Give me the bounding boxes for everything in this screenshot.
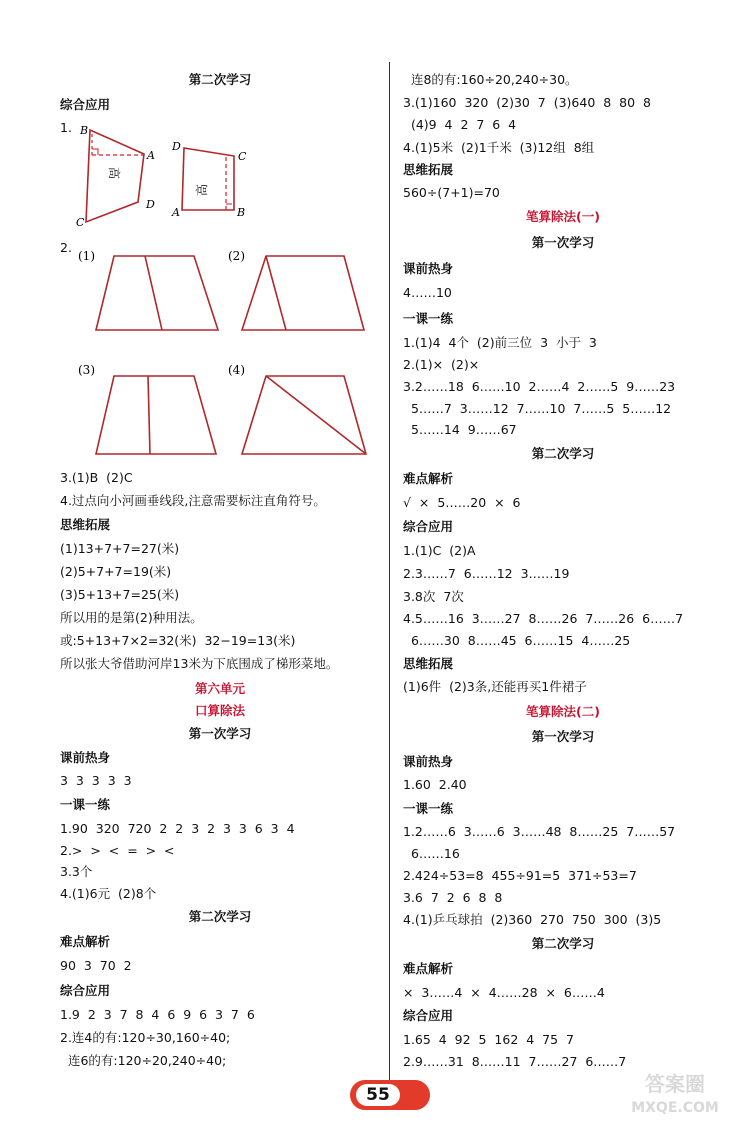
subheading-apply: 综合应用: [403, 1008, 454, 1023]
heading-first-study: 第一次学习: [188, 726, 252, 741]
answer-line: 2.3……7 6……12 3……19: [403, 566, 570, 581]
trapezoid-d: [242, 376, 366, 454]
question-2-label: 2.: [60, 240, 72, 255]
answer-line: 90 3 70 2: [60, 958, 132, 973]
answer-line: 3.6 7 2 6 8 8: [403, 890, 503, 905]
answer-line: 1.60 2.40: [403, 777, 467, 792]
trapezoid-c: [96, 376, 216, 454]
answer-line: 4……10: [403, 285, 452, 300]
answer-line: 560÷(7+1)=70: [403, 185, 500, 200]
right-angle-mark-1: [92, 149, 98, 155]
answer-line: 3.3个: [60, 864, 93, 879]
answer-line: 1.(1)C (2)A: [403, 543, 476, 558]
division-line-a: [145, 256, 162, 330]
answer-line: 连6的有:120÷20,240÷40;: [60, 1053, 227, 1068]
watermark-text: 答案圈: [645, 1072, 705, 1096]
division-line-d: [266, 376, 366, 454]
page-number: 55: [356, 1084, 400, 1106]
answer-line: 1.90 320 720 2 2 3 2 3 3 6 3 4: [60, 821, 295, 836]
subheading-apply: 综合应用: [60, 97, 111, 112]
answer-line: 3 3 3 3 3: [60, 773, 132, 788]
answer-line: 2.> > < = > <: [60, 843, 175, 858]
unit-title: 第六单元: [194, 681, 245, 696]
division-line-c: [148, 376, 150, 454]
answer-line: 1.65 4 92 5 162 4 75 7: [403, 1032, 574, 1047]
subheading-practice: 一课一练: [403, 311, 454, 326]
answer-line: 4.(1)乒乓球拍 (2)360 270 750 300 (3)5: [403, 912, 662, 927]
heading-second-study: 第二次学习: [531, 936, 595, 951]
answer-line: 3.8次 7次: [403, 589, 464, 604]
answer-line: 连8的有:160÷20,240÷30。: [403, 72, 578, 87]
answer-line: (1)6件 (2)3条,还能再买1件裙子: [403, 679, 587, 694]
answer-line: 4.(1)6元 (2)8个: [60, 886, 157, 901]
section-title: 口算除法: [194, 703, 245, 718]
trapezoid-division-figures: [70, 246, 370, 458]
answer-line: √ × 5……20 × 6: [403, 495, 521, 510]
heading-second-study: 第二次学习: [188, 909, 252, 924]
heading-second-study: 第二次学习: [531, 446, 595, 461]
subheading-apply: 综合应用: [403, 519, 454, 534]
subheading-practice: 一课一练: [403, 801, 454, 816]
heading-first-study: 第一次学习: [531, 235, 595, 250]
answer-line: (4)9 4 2 7 6 4: [403, 117, 517, 132]
subheading-thinking: 思维拓展: [403, 656, 454, 671]
vertex-label: D: [146, 198, 155, 211]
subheading-difficult: 难点解析: [60, 934, 111, 949]
figure-sublabel: (4): [228, 363, 245, 377]
watermark-logo: [610, 1072, 740, 1128]
heading-second-study: 第二次学习: [188, 72, 252, 87]
vertex-label: D: [172, 140, 181, 153]
answer-line: 2.(1)× (2)×: [403, 357, 480, 372]
answer-line: (3)5+13+7=25(米): [60, 587, 180, 602]
figure-sublabel: (3): [78, 363, 95, 377]
answer-line: 或:5+13+7×2=32(米) 32−19=13(米): [60, 633, 296, 648]
subheading-warmup: 课前热身: [403, 754, 454, 769]
answer-line: 6……16: [403, 846, 460, 861]
section-title: 笔算除法(一): [526, 209, 600, 224]
vertex-label: C: [76, 216, 85, 229]
subheading-warmup: 课前热身: [60, 750, 111, 765]
subheading-apply: 综合应用: [60, 983, 111, 998]
answer-line: 1.2……6 3……6 3……48 8……25 7……57: [403, 824, 676, 839]
question-1-label: 1.: [60, 120, 72, 135]
answer-line: × 3……4 × 4……28 × 6……4: [403, 985, 605, 1000]
answer-line: 6……30 8……45 6……15 4……25: [403, 633, 631, 648]
vertex-label: C: [238, 150, 247, 163]
figure-sublabel: (2): [228, 249, 245, 263]
page-number-badge: [350, 1080, 430, 1110]
heading-first-study: 第一次学习: [531, 729, 595, 744]
subheading-difficult: 难点解析: [403, 961, 454, 976]
answer-line: 2.9……31 8……11 7……27 6……7: [403, 1054, 627, 1069]
vertex-label: B: [237, 206, 246, 219]
vertex-label: A: [172, 206, 180, 219]
height-label: 高: [195, 183, 209, 196]
answer-line: 5……14 9……67: [403, 422, 517, 437]
subheading-thinking: 思维拓展: [403, 162, 454, 177]
answer-line: 所以张大爷借助河岸13米为下底围成了梯形菜地。: [60, 656, 339, 671]
answer-line: 1.9 2 3 7 8 4 6 9 6 3 7 6: [60, 1007, 255, 1022]
trapezoid-b: [242, 256, 364, 330]
section-title: 笔算除法(二): [526, 704, 600, 719]
division-line-b: [266, 256, 286, 330]
answer-line: 4.5……16 3……27 8……26 7……26 6……7: [403, 611, 684, 626]
answer-line: 2.424÷53=8 455÷91=5 371÷53=7: [403, 868, 637, 883]
answer-line: 1.(1)4 4个 (2)前三位 3 小于 3: [403, 335, 597, 350]
vertex-label: A: [147, 149, 155, 162]
trapezoid-height-figure: [76, 122, 336, 230]
vertex-label: B: [80, 124, 89, 137]
answer-line: (1)13+7+7=27(米): [60, 541, 180, 556]
column-divider: [389, 62, 390, 1086]
answer-line: 5……7 3……12 7……10 7……5 5……12: [403, 401, 672, 416]
trapezoid-a: [96, 256, 218, 330]
subheading-practice: 一课一练: [60, 797, 111, 812]
answer-line: 3.2……18 6……10 2……4 2……5 9……23: [403, 379, 676, 394]
answer-line: (2)5+7+7=19(米): [60, 564, 172, 579]
answer-line: 3.(1)B (2)C: [60, 470, 133, 485]
answer-line: 所以用的是第(2)种用法。: [60, 610, 203, 625]
height-label: 高: [107, 167, 121, 180]
subheading-warmup: 课前热身: [403, 261, 454, 276]
subheading-thinking: 思维拓展: [60, 517, 111, 532]
answer-line: 4.(1)5米 (2)1千米 (3)12组 8组: [403, 140, 595, 155]
answer-line: 4.过点向小河画垂线段,注意需要标注直角符号。: [60, 493, 326, 508]
watermark-url: MXQE.COM: [631, 1100, 719, 1116]
figure-sublabel: (1): [78, 249, 95, 263]
subheading-difficult: 难点解析: [403, 471, 454, 486]
answer-line: 2.连4的有:120÷30,160÷40;: [60, 1030, 231, 1045]
answer-line: 3.(1)160 320 (2)30 7 (3)640 8 80 8: [403, 95, 651, 110]
